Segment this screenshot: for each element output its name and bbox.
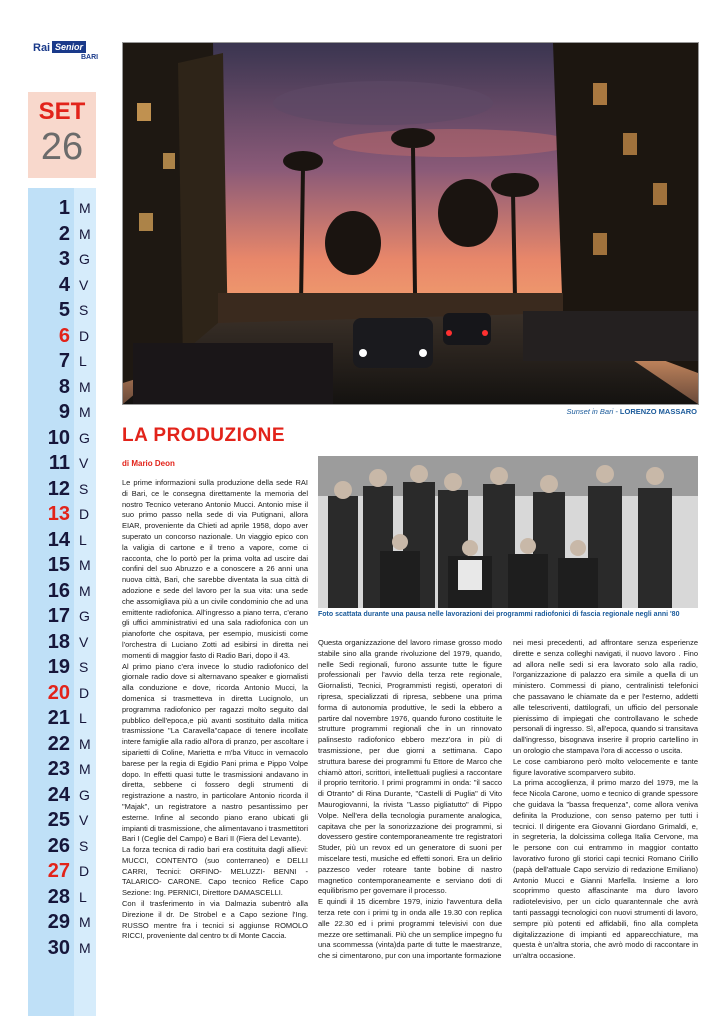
calendar-day	[28, 834, 96, 859]
calendar-day-number: 13	[47, 503, 70, 525]
calendar-day-number: 11	[48, 452, 70, 474]
calendar-weekday: S	[79, 659, 89, 675]
article-byline: di Mario Deon	[122, 459, 175, 468]
calendar-weekday: L	[79, 888, 87, 905]
date-box	[28, 92, 96, 178]
calendar-day	[28, 604, 96, 629]
day-number: 26	[40, 126, 84, 168]
calendar-day	[28, 579, 96, 604]
calendar-weekday: M	[79, 761, 91, 777]
calendar-weekday: M	[79, 939, 91, 956]
photo-caption-author: LORENZO MASSARO	[619, 407, 697, 416]
calendar-day	[28, 298, 96, 323]
calendar-day-number: 22	[47, 732, 70, 755]
calendar-day	[28, 247, 96, 272]
calendar-weekday: D	[79, 506, 90, 522]
calendar-day	[28, 630, 96, 655]
sunset-photo	[122, 42, 699, 405]
paragraph: La forza tecnica di radio bari era costituita dagli allievi: MUCCI, CONTENTO (suo conterraneo) e DELLI CARRI, Tecnici: ORFINO- MELUZZI- BENNI -TALARICO- CARONE. Capo tecnico Refice Capo Sezione: Ing. PERNICI, Direttore DAMASCELLI.	[122, 845, 308, 898]
month-calendar	[28, 188, 96, 1016]
calendar-weekday: L	[79, 353, 87, 369]
calendar-weekday: V	[79, 633, 89, 650]
calendar-weekday: G	[79, 251, 90, 267]
photo-caption	[567, 407, 697, 416]
calendar-day-number: 7	[58, 350, 70, 372]
calendar-day-number: 27	[47, 860, 70, 882]
calendar-weekday: S	[79, 480, 89, 497]
article-title: LA PRODUZIONE	[122, 425, 286, 446]
paragraph: Le prime informazioni sulla produzione della sede RAI di Bari, ce le consegna direttamente la memoria del nostro Tecnico veterano Antonio Mucci. Antonio mise il suo primo passo nella sede di via Putignani, allora EIAR, proveniente da Chieti ad aprile 1958, dopo aver superato un concorso nazionale. Un viaggio epico con la valigia di cartone e il treno a vapore, come ci racconta, che lo portò per la prima volta ad uscire dai confini del suo Abruzzo e a conoscere a 26 anni una nuova città, Bari, che sarebbe diventata la sua città di adozione e sede del lavoro per la sua vita: una sede che assomigliava più a un civile condominio che ad una emittente radiofonica. All'ingresso a piano terra, c'erano gli uffici amministrativi ed una sala radiofonica con un pianoforte che ospitava, per esempio, musicisti come l'orchestra di Luciano Zotti ad esibirsi in diretta nei momenti di maggior fasto di Radio Bari, dopo il 43.	[122, 478, 308, 660]
calendar-day-number: 9	[58, 401, 70, 423]
calendar-day	[28, 808, 96, 833]
article-column-2	[318, 638, 502, 962]
calendar-weekday: M	[79, 557, 91, 573]
calendar-day	[28, 324, 96, 349]
group-photo-illustration	[318, 456, 698, 608]
calendar-weekday: M	[79, 582, 91, 599]
calendar-day	[28, 375, 96, 400]
calendar-day	[28, 477, 96, 502]
calendar-day-number: 29	[47, 911, 70, 933]
calendar-day-number: 6	[58, 324, 70, 347]
calendar-day	[28, 528, 96, 553]
calendar-weekday: S	[79, 302, 89, 318]
calendar-day	[28, 757, 96, 782]
group-photo	[318, 456, 698, 608]
sunset-street-illustration	[123, 43, 698, 404]
calendar-day-number: 30	[47, 936, 70, 959]
calendar-day-number: 23	[47, 758, 70, 780]
calendar-day	[28, 400, 96, 425]
calendar-day	[28, 655, 96, 680]
calendar-weekday: D	[79, 863, 90, 879]
calendar-day	[28, 426, 96, 451]
calendar-weekday: S	[79, 837, 89, 854]
calendar-day-number: 21	[47, 707, 70, 729]
calendar-day	[28, 553, 96, 578]
calendar-day	[28, 349, 96, 374]
logo-senior: Senior	[52, 41, 86, 53]
calendar-day-number: 16	[47, 579, 70, 602]
calendar-day-number: 15	[47, 554, 70, 576]
paragraph: E quindi il 15 dicembre 1979, inizio l'avventura della terza rete con i primi tg in onda alle 19.30 con replica alle 22.30 ed i primi programmi televisivi con due mezze ore settimanali. Più che un semplice impegno fu una scommessa (vinta)da parte di tutte le maestranze, che si cimentarono, pur con una importante formazione	[318, 897, 502, 961]
article-column-1	[122, 478, 308, 942]
calendar-weekday: M	[79, 404, 91, 420]
calendar-day	[28, 196, 96, 221]
group-photo-caption: Foto scattata durante una pausa nelle lavorazioni dei programmi radiofonici di fascia regionale negli anni '80	[318, 611, 680, 618]
photo-caption-text: Sunset in Bari -	[566, 407, 620, 416]
paragraph: Al primo piano c'era invece lo studio radiofonico del giornale radio dove si alternavano speaker e giornalisti alla conduzione e dove, ricorda Antonio Mucci, la domenica si trasmetteva in diretta Lucignolo, un programma radiofonico per ragazzi molto seguito dal pubblico dell'epoca,e più avanti sostituito dalla mitica trasmissione "La Caravella"capace di tenere incollate intere famiglie alla radio all'ora di pranzo, per ascoltare i siparietti di Coline, Marietta e m'ba Vitucc in vernacolo barese per la regia di Egidio Pani prima e Pippo Volpe dopo. In effetti quasi tutte le trasmissioni andavano in diretta, sebbene ci fossero degli strumenti di registrazione a nastro, in particolare Antonio ricorda il "Majak", un registratore a nastro pesantissimo per esterne. Infine al secondo piano erano ubicati gli impianti di trasmissione, che alimentavano i trasmettitori Bari I (Ceglie del Campo) e Bari II (Fiera del Levante).	[122, 661, 308, 844]
calendar-weekday: M	[79, 200, 91, 216]
calendar-weekday: G	[79, 429, 90, 446]
paragraph: Con il trasferimento in via Dalmazia subentrò alla Direzione il dr. De Strobel e a Capo sezione l'Ing. RUSSO mentre fra i tecnici si aggiunse ROMOLO RICCI, proveniente dal centro tx di Monte Caccia.	[122, 899, 308, 941]
calendar-day	[28, 859, 96, 884]
calendar-day-number: 8	[58, 375, 70, 398]
calendar-weekday: M	[79, 378, 91, 395]
calendar-weekday: L	[79, 710, 87, 726]
calendar-day-number: 5	[58, 299, 70, 321]
calendar-weekday: D	[79, 684, 90, 701]
calendar-weekday: M	[79, 225, 91, 242]
calendar-day	[28, 885, 96, 910]
logo-location: BARI	[81, 54, 99, 61]
calendar-day	[28, 451, 96, 476]
calendar-day-number: 19	[47, 656, 70, 678]
calendar-day-number: 10	[47, 426, 70, 449]
calendar-day-number: 24	[47, 783, 70, 806]
calendar-weekday: L	[79, 531, 87, 548]
logo-rai: Rai	[33, 42, 51, 54]
paragraph: Questa organizzazione del lavoro rimase grosso modo stabile sino alla grande rivoluzione del 1979, quando, nelle Sedi regionali, furono assunte tutte le figure professionali per l'avvio della terza rete regionale, Giornalisti, Tecnici, Programmisti registi, operatori di ripresa, specializzati di ripresa, sebbene una prima forma di autonomia produttive, le sedi la ebbero a partire dal novembre 1976, quando furono costituite le strutture programmi regionali che in un rinnovato palinsesto radiofonico ebbero mezz'ora in più di trasmissione, per due giorni a settimana. Capo struttura barese dei programmi fu Ettore de Marco che chiamò attori, scrittori, intellettuali pugliesi a raccontare il proprio territorio. I primi programmi in onda: "il sacco di Otranto" di Rina Durante, "Castelli di Puglia" di Vito Maurogiovanni, la rivista "Lasso pigliatutto" di Pippo Volpe. Nell'era della tecnologia puramente analogica, capitava che per la sonorizzazione dei programmi, si dovessero gestire contemporaneamente tre registratori Studer, più un revox ed un generatore di suoni per miscelare testi, musiche ed effetti sonori. Era un delirio pazzesco veder roteare tante bobine di nastro magnetico contemporaneamente e serviano doti di equilibrismo per governare il processo.	[318, 638, 502, 896]
calendar-weekday: M	[79, 914, 91, 930]
calendar-day	[28, 706, 96, 731]
calendar-day	[28, 222, 96, 247]
calendar-day-number: 17	[47, 605, 70, 627]
calendar-day	[28, 910, 96, 935]
paragraph: Le cose cambiarono però molto velocemente e tante figure lavorative scomparvero subito.	[513, 756, 698, 777]
calendar-day	[28, 936, 96, 961]
calendar-weekday: V	[79, 812, 89, 828]
calendar-day-number: 3	[58, 248, 70, 270]
calendar-day-number: 25	[47, 809, 70, 831]
calendar-day-number: 1	[58, 197, 70, 219]
calendar-day-number: 12	[47, 477, 70, 500]
raisenior-logo	[33, 40, 99, 62]
calendar-day-number: 18	[47, 630, 70, 653]
calendar-day-number: 20	[47, 681, 70, 704]
calendar-day	[28, 502, 96, 527]
calendar-weekday: V	[79, 276, 89, 293]
month-label: SET	[38, 98, 86, 125]
calendar-weekday: V	[79, 455, 89, 471]
calendar-weekday: D	[79, 327, 90, 344]
article-column-3	[513, 638, 698, 962]
calendar-weekday: G	[79, 786, 90, 803]
paragraph: nei mesi precedenti, ad affrontare senza esperienze dirette e senza colleghi navigati, il nuovo lavoro . Fino ad allora nelle sedi si era lavorato solo alla radio, l'organizzazione di palazzo era simile a quella di un ministero. Commessi di piano, centralinisti telefonici che passavano le chiamate da e per l'esterno, addetti alle telescriventi, dattilografi, un ufficio del personale pienissimo di impiegati che controllavano le schede personali di ingresso. Sì, all'epoca, quando si transitava dall'ingresso, bisognava inserire il proprio cartellino in un orologio che stampava l'ora di accesso o uscita.	[513, 638, 698, 755]
calendar-day	[28, 732, 96, 757]
calendar-day-number: 28	[47, 885, 70, 908]
calendar-day-number: 14	[47, 528, 70, 551]
calendar-day	[28, 783, 96, 808]
calendar-day	[28, 681, 96, 706]
calendar-day-number: 4	[58, 273, 70, 296]
calendar-weekday: M	[79, 735, 91, 752]
paragraph: La prima accoglienza, il primo marzo del 1979, me la fece Nicola Carone, uomo e tecnico di grande spessore che guidava la "bassa frequenza", come allora veniva definita la Produzione, con senso paterno per tutti i tecnici. Il dirigente era Giovanni Giordano Grimaldi, e, in segreteria, la dolcissima collega Italia Cervone, ma le persone con cui entrammo in maggior contatto lavorativo furono gli storici capi tecnici Romano Cirillo (papà dell'attuale Capo servizio di redazione Emiliano) Antonio Mucci e Gianni Marfella. Insieme a loro scoprimmo questo affascinante ma duro lavoro radiotelevisivo, per un ciclo quarantennale che avrà tanti passaggi tecnologici con nuovi strumenti di lavoro, sempre più potenti ed affidabili, fino alla completa digitalizzazione di impianti ed apparecchiature, ma questa è un'altra storia, che avrò modo di raccontare in un'altra occasione.	[513, 778, 698, 961]
calendar-day-number: 2	[58, 222, 70, 245]
calendar-day-number: 26	[47, 834, 70, 857]
calendar-day	[28, 273, 96, 298]
calendar-weekday: G	[79, 608, 90, 624]
